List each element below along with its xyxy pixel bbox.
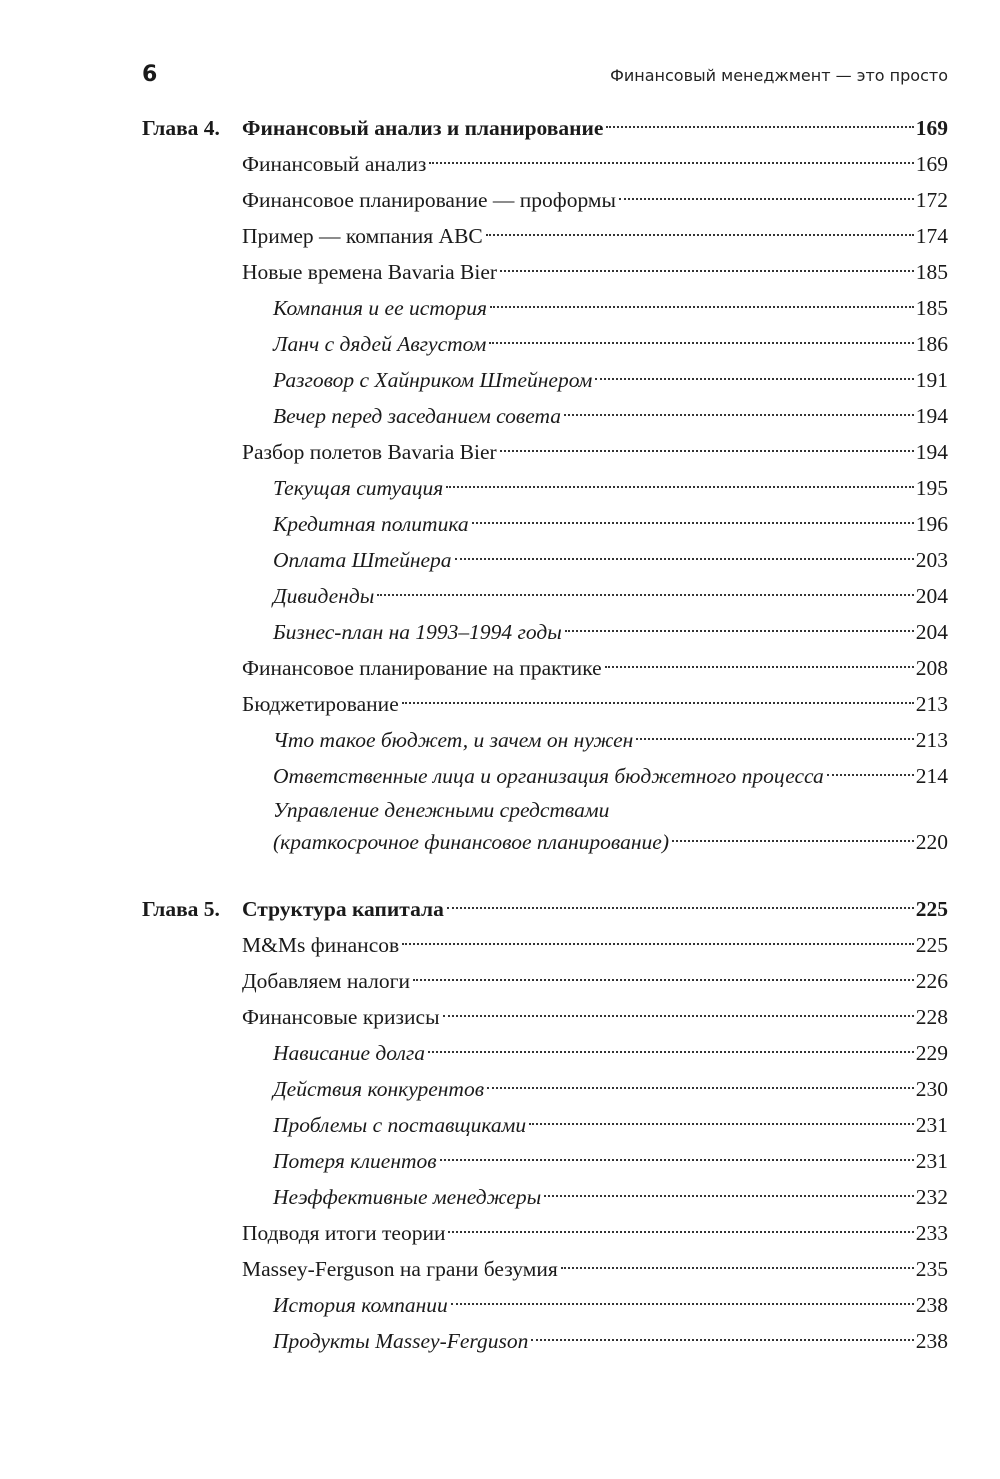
dot-leader xyxy=(443,1015,914,1017)
running-title: Финансовый менеджмент — это просто xyxy=(610,66,948,85)
toc-subsection[interactable] xyxy=(142,1107,948,1143)
entry-title: Финансовое планирование на практике xyxy=(242,656,602,680)
toc-subsection[interactable] xyxy=(142,826,948,858)
page-ref: 213 xyxy=(915,728,948,752)
dot-leader xyxy=(451,1303,914,1305)
dot-leader xyxy=(561,1267,914,1269)
page-number: 6 xyxy=(142,62,158,87)
toc-section[interactable] xyxy=(142,1251,948,1287)
dot-leader xyxy=(672,840,914,842)
dot-leader xyxy=(487,1087,914,1089)
dot-leader xyxy=(529,1123,914,1125)
entry-title: Что такое бюджет, и зачем он нужен xyxy=(273,728,634,752)
toc-subsection[interactable] xyxy=(142,398,948,434)
page-ref: 213 xyxy=(915,692,948,716)
dot-leader xyxy=(428,1051,914,1053)
toc-chapter-heading[interactable] xyxy=(142,891,948,927)
page-ref: 231 xyxy=(915,1149,948,1173)
page-ref: 214 xyxy=(915,764,948,788)
entry-title: Бизнес-план на 1993–1994 годы xyxy=(273,620,562,644)
page-ref: 169 xyxy=(915,152,948,176)
page-ref: 203 xyxy=(915,548,948,572)
dot-leader xyxy=(490,306,914,308)
entry-title: Добавляем налоги xyxy=(242,969,410,993)
toc-subsection[interactable] xyxy=(142,1287,948,1323)
entry-title: Подводя итоги теории xyxy=(242,1221,446,1245)
toc-subsection[interactable] xyxy=(142,470,948,506)
entry-title: Massey-Ferguson на грани безумия xyxy=(242,1257,558,1281)
chapter-name: Финансовый анализ и планирование xyxy=(242,116,604,140)
page-ref: 226 xyxy=(915,969,948,993)
page-ref: 194 xyxy=(915,404,948,428)
page-ref: 225 xyxy=(915,933,948,957)
dot-leader xyxy=(472,522,914,524)
entry-title: M&Ms финансов xyxy=(242,933,400,957)
toc-subsection[interactable] xyxy=(142,326,948,362)
toc-subsection[interactable] xyxy=(142,290,948,326)
dot-leader xyxy=(531,1339,913,1341)
page-ref: 235 xyxy=(915,1257,948,1281)
dot-leader xyxy=(565,630,914,632)
toc-chapter-4 xyxy=(142,110,948,864)
toc-section[interactable] xyxy=(142,146,948,182)
page-ref: 195 xyxy=(915,476,948,500)
page-ref: 185 xyxy=(915,260,948,284)
page-ref: 204 xyxy=(915,584,948,608)
dot-leader xyxy=(446,486,913,488)
entry-title: Финансовые кризисы xyxy=(242,1005,440,1029)
dot-leader xyxy=(402,943,914,945)
toc-section[interactable] xyxy=(142,686,948,722)
entry-title: Потеря клиентов xyxy=(273,1149,437,1173)
entry-title: Финансовое планирование — проформы xyxy=(242,188,616,212)
toc-chapter-5 xyxy=(142,891,948,1359)
dot-leader xyxy=(827,774,914,776)
page-ref: 231 xyxy=(915,1113,948,1137)
toc-section[interactable] xyxy=(142,218,948,254)
entry-title: Текущая ситуация xyxy=(273,476,444,500)
dot-leader xyxy=(440,1159,914,1161)
entry-title: Ланч с дядей Августом xyxy=(273,332,487,356)
dot-leader xyxy=(619,198,914,200)
toc-chapter-heading[interactable] xyxy=(142,110,948,146)
page-ref: 225 xyxy=(915,897,948,921)
toc-subsection[interactable] xyxy=(142,362,948,398)
toc-section[interactable] xyxy=(142,182,948,218)
entry-title: История компании xyxy=(273,1293,448,1317)
page-ref: 232 xyxy=(915,1185,948,1209)
toc-subsection[interactable] xyxy=(142,614,948,650)
toc-section[interactable] xyxy=(142,963,948,999)
page-header xyxy=(142,62,948,98)
page-ref: 233 xyxy=(915,1221,948,1245)
toc-subsection[interactable] xyxy=(142,578,948,614)
page-ref: 230 xyxy=(915,1077,948,1101)
dot-leader xyxy=(544,1195,914,1197)
dot-leader xyxy=(606,126,913,128)
dot-leader xyxy=(500,270,914,272)
dot-leader xyxy=(429,162,913,164)
entry-title: Неэффективные менеджеры xyxy=(273,1185,542,1209)
page-ref: 191 xyxy=(915,368,948,392)
toc-subsection[interactable] xyxy=(142,1179,948,1215)
dot-leader xyxy=(605,666,914,668)
toc-subsection[interactable] xyxy=(142,542,948,578)
toc-section[interactable] xyxy=(142,999,948,1035)
toc-subsection[interactable] xyxy=(142,722,948,758)
entry-title: (краткосрочное финансовое планирование) xyxy=(273,830,669,854)
page-ref: 229 xyxy=(915,1041,948,1065)
chapter-title xyxy=(142,110,606,146)
toc-subsection[interactable] xyxy=(142,506,948,542)
entry-title: Ответственные лица и организация бюджетного процесса xyxy=(273,764,824,788)
entry-title: Дивиденды xyxy=(273,584,375,608)
entry-title: Вечер перед заседанием совета xyxy=(273,404,562,428)
toc-section[interactable] xyxy=(142,1215,948,1251)
dot-leader xyxy=(455,558,914,560)
page-ref: 220 xyxy=(915,830,948,854)
chapter-name: Структура капитала xyxy=(242,897,444,921)
entry-title: Бюджетирование xyxy=(242,692,399,716)
toc-section[interactable] xyxy=(142,927,948,963)
dot-leader xyxy=(413,979,914,981)
chapter-number: Глава 5. xyxy=(142,897,220,921)
page-ref: 238 xyxy=(915,1329,948,1353)
page-ref: 186 xyxy=(915,332,948,356)
chapter-number: Глава 4. xyxy=(142,116,220,140)
page-ref: 196 xyxy=(915,512,948,536)
toc-section[interactable] xyxy=(142,434,948,470)
entry-title: Новые времена Bavaria Bier xyxy=(242,260,498,284)
page-ref: 204 xyxy=(915,620,948,644)
page-ref: 194 xyxy=(915,440,948,464)
dot-leader xyxy=(402,702,914,704)
page-ref: 185 xyxy=(915,296,948,320)
dot-leader xyxy=(564,414,914,416)
entry-title: Оплата Штейнера xyxy=(273,548,452,572)
page-ref: 228 xyxy=(915,1005,948,1029)
dot-leader xyxy=(500,450,914,452)
entry-title: Нависание долга xyxy=(273,1041,426,1065)
page-ref: 174 xyxy=(915,224,948,248)
toc-subsection[interactable] xyxy=(142,1323,948,1359)
entry-title: Пример — компания ABC xyxy=(242,224,483,248)
entry-title: Финансовый анализ xyxy=(242,152,427,176)
toc-subsection[interactable] xyxy=(142,1071,948,1107)
toc-entry-line: Управление денежными средствами xyxy=(273,798,610,822)
entry-title: Разговор с Хайнриком Штейнером xyxy=(273,368,593,392)
entry-title: Действия конкурентов xyxy=(273,1077,485,1101)
dot-leader xyxy=(636,738,913,740)
page-ref: 172 xyxy=(915,188,948,212)
toc-subsection[interactable] xyxy=(142,1035,948,1071)
toc-section[interactable] xyxy=(142,650,948,686)
toc-section[interactable] xyxy=(142,254,948,290)
entry-title: Компания и ее история xyxy=(273,296,488,320)
page-ref: 208 xyxy=(915,656,948,680)
entry-title: Разбор полетов Bavaria Bier xyxy=(242,440,497,464)
dot-leader xyxy=(486,234,914,236)
toc-subsection[interactable] xyxy=(142,1143,948,1179)
dot-leader xyxy=(447,907,914,909)
page-ref: 238 xyxy=(915,1293,948,1317)
dot-leader xyxy=(377,594,913,596)
entry-title: Проблемы с поставщиками xyxy=(273,1113,527,1137)
dot-leader xyxy=(595,378,913,380)
dot-leader xyxy=(448,1231,913,1233)
toc-subsection[interactable] xyxy=(142,758,948,794)
page-ref: 169 xyxy=(915,116,948,140)
chapter-title xyxy=(142,891,447,927)
entry-title: Продукты Massey-Ferguson xyxy=(273,1329,529,1353)
dot-leader xyxy=(489,342,913,344)
entry-title: Кредитная политика xyxy=(273,512,469,536)
